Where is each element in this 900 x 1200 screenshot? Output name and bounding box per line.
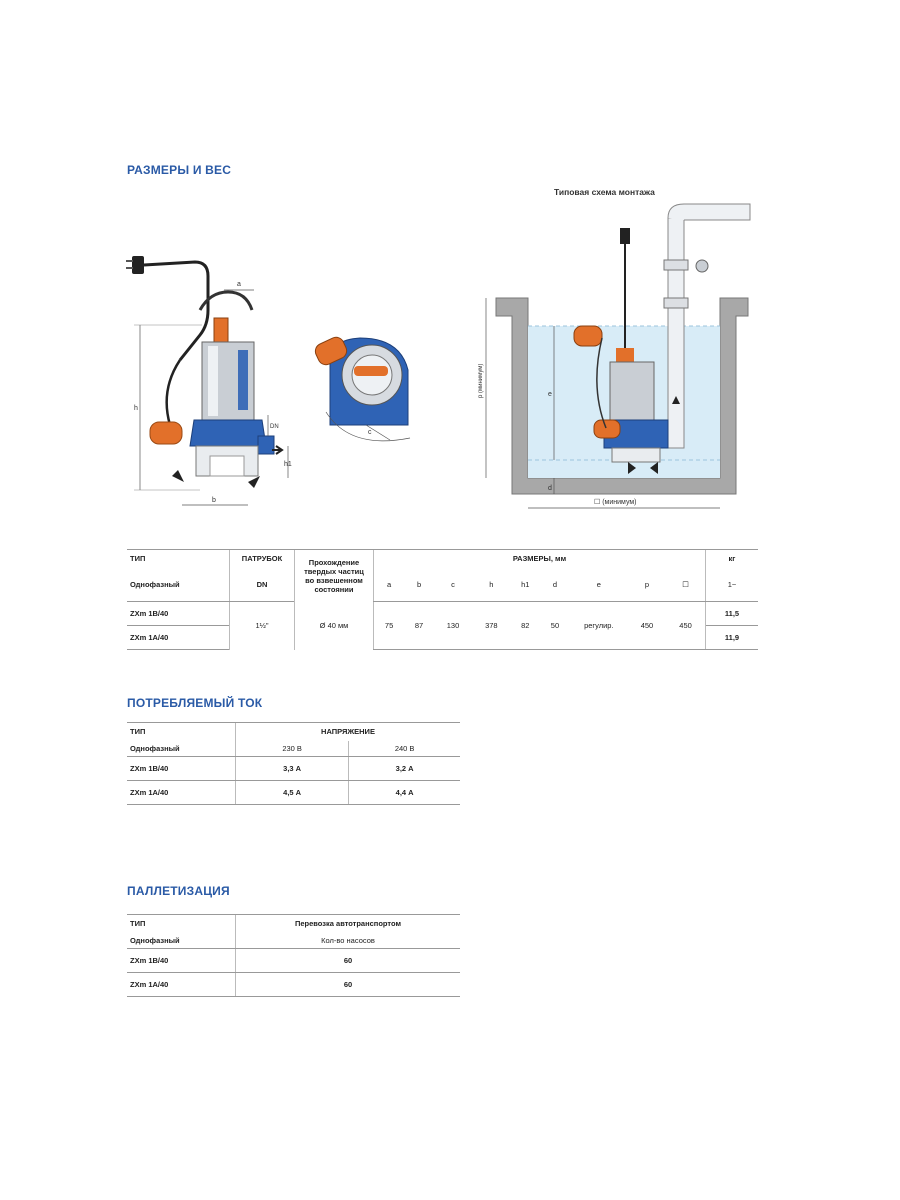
dim-e-label: e bbox=[548, 391, 552, 398]
col-dn: DN bbox=[230, 568, 295, 602]
installation-diagram bbox=[478, 198, 768, 518]
row-model: ZXm 1B/40 bbox=[127, 757, 236, 781]
col-phase: Однофазный bbox=[127, 933, 236, 949]
row-model: ZXm 1A/40 bbox=[127, 626, 230, 650]
pump-bottom-diagram bbox=[310, 330, 420, 460]
table-row bbox=[127, 973, 460, 997]
row-current-230: 3,3 А bbox=[236, 757, 349, 781]
voltage-230: 230 В bbox=[236, 741, 349, 757]
row-qty: 60 bbox=[236, 949, 461, 973]
col-a: a bbox=[374, 568, 405, 602]
col-b: b bbox=[404, 568, 434, 602]
val-h1: 82 bbox=[510, 602, 540, 650]
col-particles: Прохождение твердых частиц во взвешенном состоянии bbox=[295, 550, 374, 602]
dimensions-table bbox=[127, 549, 758, 650]
val-box: 450 bbox=[666, 602, 705, 650]
install-diagram-title: Типовая схема монтажа bbox=[554, 187, 655, 197]
table-row bbox=[127, 757, 460, 781]
val-b: 87 bbox=[404, 602, 434, 650]
particles-value: Ø 40 мм bbox=[295, 602, 374, 650]
row-kg: 11,5 bbox=[706, 602, 759, 626]
col-outlet: ПАТРУБОК bbox=[230, 550, 295, 568]
col-transport: Перевозка автотранспортом bbox=[236, 915, 461, 933]
val-a: 75 bbox=[374, 602, 405, 650]
col-phase: Однофазный bbox=[127, 568, 230, 602]
row-current-240: 4,4 А bbox=[349, 781, 460, 805]
table-row bbox=[127, 949, 460, 973]
table-row bbox=[127, 602, 758, 626]
val-h: 378 bbox=[472, 602, 510, 650]
pallet-table bbox=[127, 914, 460, 997]
current-table bbox=[127, 722, 460, 805]
col-voltage: НАПРЯЖЕНИЕ bbox=[236, 723, 461, 741]
col-p: p bbox=[628, 568, 666, 602]
dim-h1-label: h1 bbox=[284, 461, 292, 468]
pump-side-diagram bbox=[120, 250, 310, 520]
row-model: ZXm 1A/40 bbox=[127, 781, 236, 805]
dim-c-label: c bbox=[368, 429, 372, 436]
row-model: ZXm 1B/40 bbox=[127, 949, 236, 973]
section-title-palletization: ПАЛЛЕТИЗАЦИЯ bbox=[127, 884, 230, 898]
dim-h-label: h bbox=[134, 405, 138, 412]
dim-a-label: a bbox=[237, 281, 241, 288]
col-h1: h1 bbox=[510, 568, 540, 602]
dim-box-label: ☐ (минимум) bbox=[594, 499, 637, 506]
section-title-current: ПОТРЕБЛЯЕМЫЙ ТОК bbox=[127, 696, 263, 710]
col-kg-sub: 1~ bbox=[706, 568, 759, 602]
section-title-dimensions: РАЗМЕРЫ И ВЕС bbox=[127, 163, 232, 177]
dn-value: 1½" bbox=[230, 602, 295, 650]
col-h: h bbox=[472, 568, 510, 602]
dim-b-label: b bbox=[212, 497, 216, 504]
col-kg: кг bbox=[706, 550, 759, 568]
dim-d-label: d bbox=[548, 485, 552, 492]
val-d: 50 bbox=[540, 602, 570, 650]
col-type: ТИП bbox=[127, 723, 236, 741]
col-qty: Кол-во насосов bbox=[236, 933, 461, 949]
col-e: e bbox=[570, 568, 628, 602]
col-type: ТИП bbox=[127, 550, 230, 568]
row-model: ZXm 1B/40 bbox=[130, 609, 169, 618]
table-row bbox=[127, 781, 460, 805]
row-model: ZXm 1A/40 bbox=[127, 973, 236, 997]
val-e: регулир. bbox=[570, 602, 628, 650]
col-phase: Однофазный bbox=[127, 741, 236, 757]
col-d: d bbox=[540, 568, 570, 602]
col-sizes: РАЗМЕРЫ, мм bbox=[374, 550, 706, 568]
col-type: ТИП bbox=[127, 915, 236, 933]
val-p: 450 bbox=[628, 602, 666, 650]
row-current-240: 3,2 А bbox=[349, 757, 460, 781]
col-c: c bbox=[434, 568, 472, 602]
dim-p-label: p (минимум) bbox=[478, 363, 484, 398]
val-c: 130 bbox=[434, 602, 472, 650]
col-box: ☐ bbox=[666, 568, 705, 602]
voltage-240: 240 В bbox=[349, 741, 460, 757]
row-current-230: 4,5 А bbox=[236, 781, 349, 805]
dim-dn-label: DN bbox=[270, 424, 279, 430]
row-qty: 60 bbox=[236, 973, 461, 997]
row-kg: 11,9 bbox=[706, 626, 759, 650]
